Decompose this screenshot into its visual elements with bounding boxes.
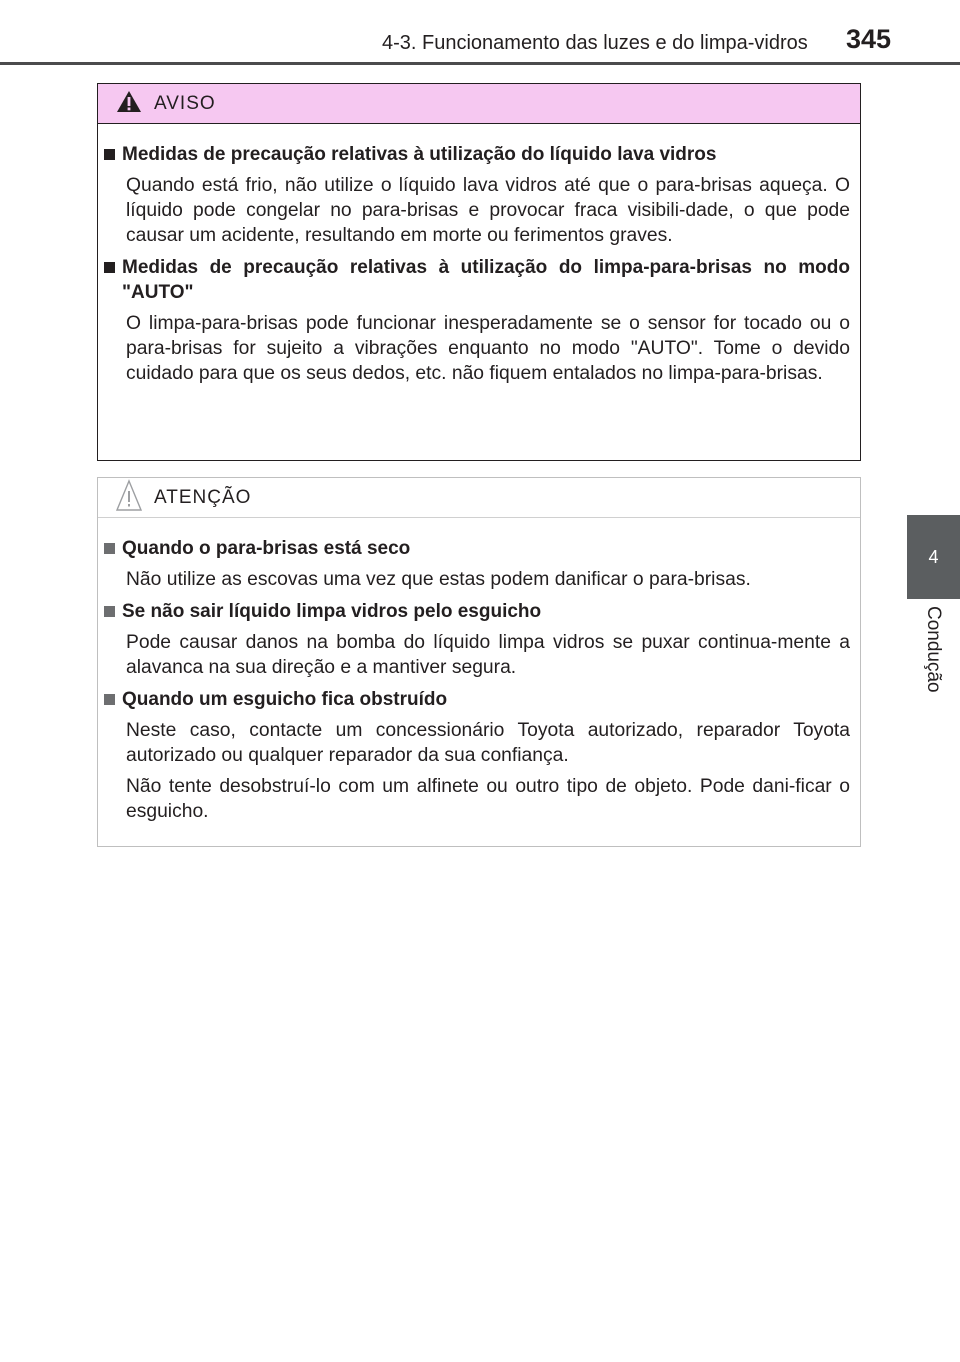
header-divider <box>0 62 960 65</box>
square-bullet-icon <box>104 149 115 160</box>
item-paragraph: Pode causar danos na bomba do líquido limpa vidros se puxar continua-mente a alavanca na sua direção e a mantiver segura. <box>126 632 850 678</box>
square-bullet-icon <box>104 606 115 617</box>
caution-item <box>102 599 850 680</box>
section-title: 4-3. Funcionamento das luzes e do limpa-vidros <box>382 32 808 54</box>
warning-box <box>97 83 861 461</box>
caution-title: ATENÇÃO <box>154 486 252 508</box>
warning-header <box>98 84 860 124</box>
warning-icon <box>116 90 142 118</box>
caution-header <box>98 478 860 518</box>
square-bullet-icon <box>104 694 115 705</box>
caution-box <box>97 477 861 847</box>
item-paragraph: Neste caso, contacte um concessionário Toyota autorizado, reparador Toyota autorizado ou qualquer reparador da sua confiança. <box>126 720 850 766</box>
caution-body <box>98 518 860 824</box>
warning-item <box>102 255 850 386</box>
square-bullet-icon <box>104 543 115 554</box>
item-heading: Se não sair líquido limpa vidros pelo esguicho <box>122 601 542 622</box>
item-heading: Quando o para-brisas está seco <box>122 538 411 559</box>
chapter-label: Condução <box>923 606 944 693</box>
item-paragraph: O limpa-para-brisas pode funcionar inesperadamente se o sensor for tocado ou o para-brisas for sujeito a vibrações enquanto no modo "AUTO". Tome o devido cuidado para que os seus dedos, etc. não fiquem entalados no limpa-para-brisas. <box>126 313 850 384</box>
page-header <box>0 0 960 66</box>
square-bullet-icon <box>104 262 115 273</box>
item-paragraph: Não tente desobstruí-lo com um alfinete ou outro tipo de objeto. Pode dani-ficar o esguicho. <box>126 776 850 822</box>
chapter-tab[interactable] <box>907 515 960 599</box>
caution-item <box>102 687 850 824</box>
page-number: 345 <box>846 24 892 54</box>
warning-title: AVISO <box>154 92 216 114</box>
warning-item <box>102 142 850 248</box>
caution-icon <box>116 479 142 517</box>
item-heading: Medidas de precaução relativas à utilização do limpa-para-brisas no modo "AUTO" <box>122 257 850 303</box>
item-paragraph: Não utilize as escovas uma vez que estas podem danificar o para-brisas. <box>126 569 751 590</box>
item-heading: Medidas de precaução relativas à utilização do líquido lava vidros <box>122 144 717 165</box>
chapter-number: 4 <box>928 546 939 567</box>
item-heading: Quando um esguicho fica obstruído <box>122 689 448 710</box>
caution-item <box>102 536 850 592</box>
item-paragraph: Quando está frio, não utilize o líquido lava vidros até que o para-brisas aqueça. O líquido pode congelar no para-brisas e provocar fraca visibili-dade, o que pode causar um acidente, resultando em morte ou ferimentos graves. <box>126 175 850 246</box>
warning-body <box>98 124 860 386</box>
